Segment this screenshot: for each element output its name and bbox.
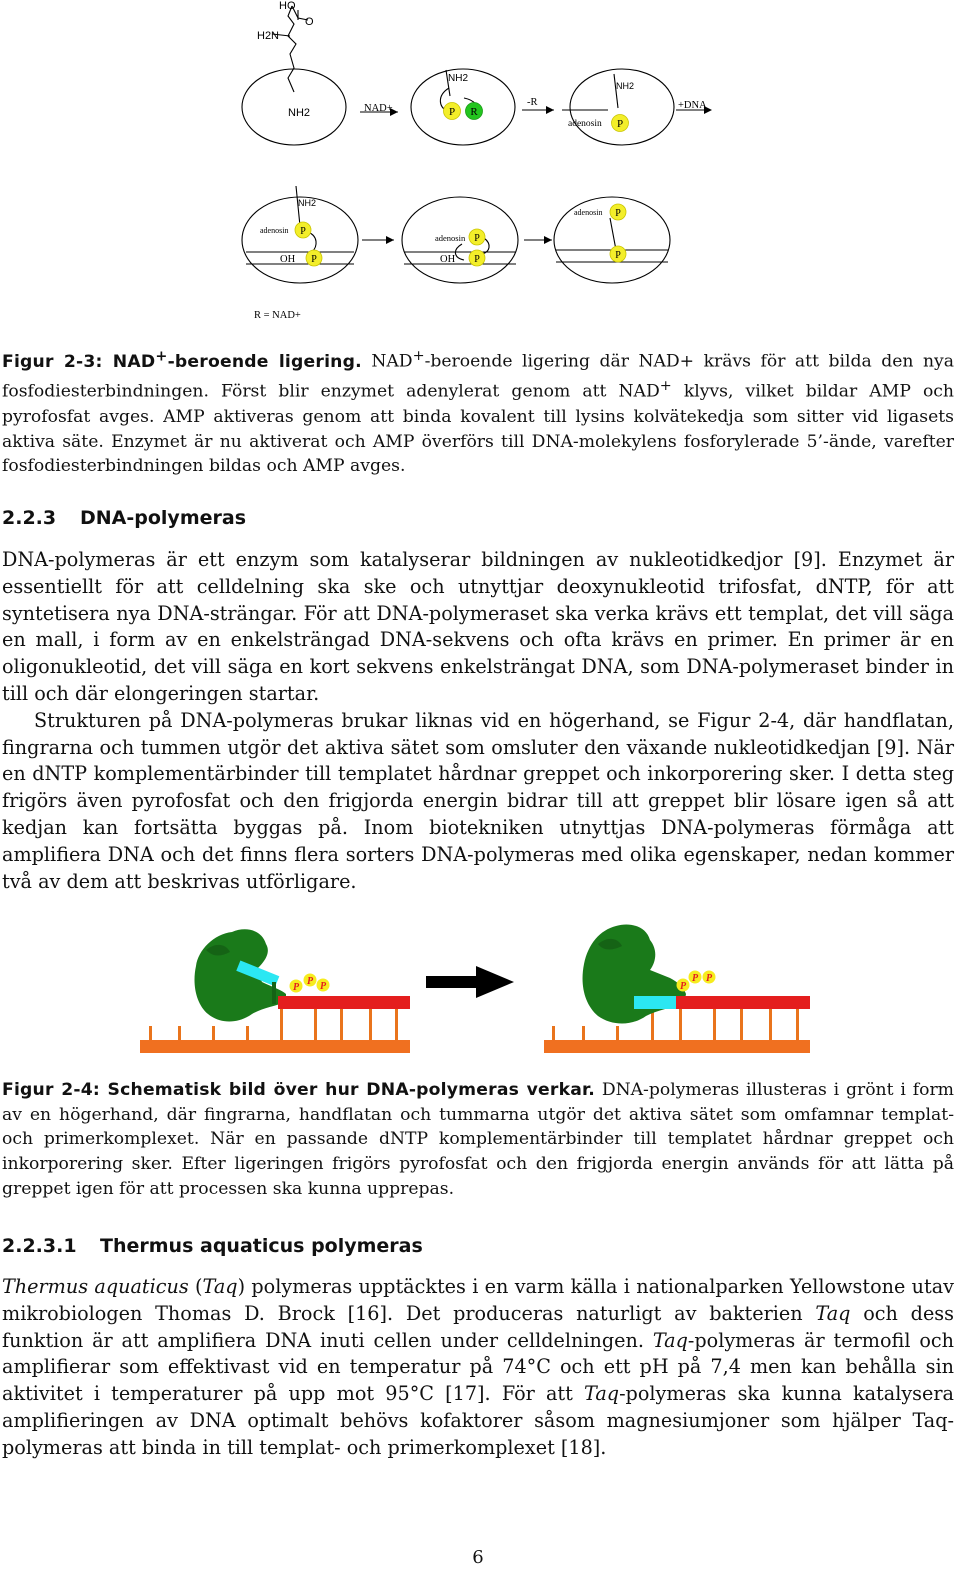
paragraph — [2, 1274, 954, 1462]
phosphate-label: P — [615, 250, 621, 261]
nh2-label: NH2 — [448, 73, 469, 84]
figure-2-3-caption — [2, 344, 954, 479]
subsection-number: 2.2.3.1 — [2, 1235, 77, 1257]
adenosin-label: adenosin — [260, 226, 289, 235]
figure-nad-ligation — [0, 0, 960, 330]
template-strand — [544, 1040, 810, 1053]
process-arrow — [426, 966, 514, 998]
caption-text: klyvs, vilket bildar AMP och pyrofosfat avges. AMP aktiveras genom att binda kovalent till lysins kolvätekedja som sitter vid ligasets aktiva säte. Enzymet är nu aktiverat och AMP överförs till DNA-molekylens fosforylerade 5’-ände, varefter fosfodiesterbindningen bildas och AMP avges. — [2, 382, 954, 477]
oh-label: OH — [440, 254, 456, 265]
adenosin-label: adenosin — [574, 208, 603, 217]
h2n-label: H2N — [257, 30, 280, 42]
oh-label: OH — [280, 254, 296, 265]
paragraph: Strukturen på DNA-polymeras brukar liknas vid en högerhand, se Figur 2-4, där handflatan, fingrarna och tummen utgör det aktiva sätet som omsluter den växande nukleotidkedjan [9]. När en dNTP komplementärbinder till templatet hårdnar greppet och inkorporering sker. I detta steg frigörs även pyrofosfat och den frigjorda energin bidrar till att greppet blir lösare igen så att kedjan kan fortsätta byggas på. Inom biotekniken utnyttjas DNA-polymeras förmåga att amplifiera DNA och det finns flera sorters DNA-polymeras med olika egenskaper, nedan kommer två av dem att beskrivas utförligare. — [2, 708, 954, 893]
nh2-label: NH2 — [616, 81, 635, 91]
paragraph: DNA-polymeras är ett enzym som katalyserar bildningen av nukleotidkedjor [9]. Enzymet är essentiellt för att celldelning ska ske och utnyttjar deoxynukleotid trifosfat, dNTP, för att syntetisera nya DNA-strängar. För att DNA-polymeraset ska verka krävs ett templat, det vill säga en mall, i form av en enkelsträngad DNA-sekvens och ofta krävs en primer. En primer är en oligonukleotid, det vill säga en kort sekvens enkelsträngat DNA, som DNA-polymeraset binder in till och där elongeringen startar. — [2, 548, 954, 705]
phosphate-label: P — [319, 981, 327, 992]
section-title: DNA-polymeras — [80, 507, 246, 529]
phosphate-label: P — [615, 208, 621, 219]
italic-term: Taq — [815, 1301, 851, 1325]
phosphate-label: P — [300, 226, 306, 237]
dntp-molecule — [634, 996, 676, 1009]
phosphate-label: P — [705, 973, 713, 984]
adenosin-label: adenosin — [568, 119, 602, 129]
r-label: R — [470, 106, 478, 118]
text-run: ( — [188, 1275, 203, 1298]
polymerase-panel-left — [140, 929, 410, 1053]
section-number: 2.2.3 — [2, 507, 57, 529]
caption-sup: + — [155, 348, 168, 364]
text-run: -polymeras är termofil och amplifierar som effektivast vid en temperatur på 74°C och ett pH på 7,4 men kan behålla sin aktivitet i temperaturer på upp mot 95°C [17]. För att — [2, 1328, 954, 1406]
italic-term: Taq — [652, 1328, 688, 1352]
caption-label: Figur 2-4: Schematisk bild över hur DNA-polymeras verkar. — [2, 1080, 595, 1100]
enzyme-ellipse-4 — [242, 197, 358, 283]
phosphate-label: P — [448, 106, 456, 118]
phosphate-label: P — [679, 981, 687, 992]
section-heading — [2, 507, 246, 529]
plus-dna-label: +DNA — [678, 100, 707, 111]
adenosin-label: adenosin — [435, 233, 466, 243]
nh2-label: NH2 — [298, 198, 317, 208]
phosphate-label: P — [474, 233, 480, 244]
legend-label: R = NAD+ — [254, 310, 301, 321]
o-label: O — [305, 16, 314, 28]
text-run: -polymeras ska kunna katalysera amplifieringen av DNA optimalt behövs kofaktorer såsom magnesiumjoner som hjälper Taq-polymeras att binda in till templat- och primerkomplexet [18]. — [2, 1382, 954, 1459]
primer-strand — [278, 996, 410, 1009]
template-strand — [140, 1040, 410, 1053]
nh2-label: NH2 — [288, 107, 311, 119]
nad-plus-label: NAD+ — [364, 103, 393, 114]
phosphate-label: P — [691, 973, 699, 984]
caption-text: DNA-polymeras illusteras i grönt i form av en högerhand, där fingrarna, handflatan och tummarna utgör det aktiva sätet som omfamnar templat- och primerkomplexet. När en passande dNTP komplementärbinder till templatet hårdnar greppet och inkorporering sker. Efter ligeringen frigörs pyrofosfat och den frigjorda energin används för att lätta på greppet igen för att processen ska kunna upprepas. — [2, 1080, 954, 1199]
ho-label: HO — [279, 0, 296, 12]
phosphate-label: P — [616, 118, 624, 130]
italic-term: Taq — [202, 1275, 238, 1298]
phosphate-label: P — [306, 976, 314, 987]
page-number: 6 — [472, 1547, 484, 1568]
section-body — [2, 547, 954, 895]
phosphate-label: P — [474, 254, 480, 265]
caption-sup: + — [412, 348, 425, 364]
caption-label-end: -beroende ligering. — [167, 351, 362, 372]
caption-label: Figur 2-3: NAD — [2, 351, 156, 372]
caption-text: NAD — [361, 351, 413, 372]
text-run: ) polymeras upptäcktes i en varm källa i nationalparken Yellowstone utav mikrobiologen Thomas D. Brock [16]. Det produceras naturligt av bakterien — [2, 1275, 955, 1325]
figure-dna-polymerase — [0, 922, 960, 1062]
subsection-heading — [2, 1235, 423, 1257]
figure-2-4-caption — [2, 1078, 954, 1202]
subsection-body — [2, 1274, 954, 1462]
caption-sup: + — [659, 378, 672, 395]
italic-term: Thermus aquaticus — [2, 1275, 189, 1298]
primer-strand — [676, 996, 810, 1009]
italic-term: Taq — [584, 1382, 620, 1406]
polymerase-panel-right — [544, 925, 810, 1053]
minus-r-label: -R — [527, 97, 538, 108]
subsection-title: Thermus aquaticus polymeras — [100, 1235, 423, 1257]
caption-text: -beroende ligering där NAD+ krävs för att bilda den nya fosfodiesterbindningen. Först blir enzymet adenylerat genom att NAD — [2, 351, 954, 403]
phosphate-label: P — [311, 254, 317, 265]
phosphate-label: P — [292, 982, 300, 993]
text-run: och dess funktion är att amplifiera DNA inuti cellen under celldelningen. — [2, 1301, 954, 1352]
